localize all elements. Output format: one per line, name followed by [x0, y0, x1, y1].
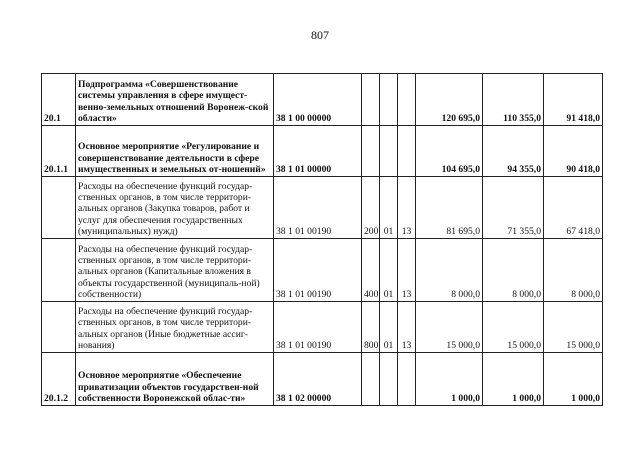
row-section: 01 — [380, 177, 398, 239]
row-section — [380, 353, 398, 406]
table-row — [42, 302, 603, 353]
row-expense-type: 800 — [362, 302, 380, 353]
row-target-article: 38 1 02 00000 — [274, 353, 362, 406]
row-target-article: 38 1 01 00190 — [274, 302, 362, 353]
row-name: Подпрограмма «Совершенствование системы управления в сфере имущест-венно-земельных отношений Воронеж-ской области» — [76, 74, 274, 126]
table-row — [42, 74, 603, 126]
row-code — [42, 239, 76, 302]
row-expense-type: 200 — [362, 177, 380, 239]
row-amount-year1: 1 000,0 — [416, 353, 483, 406]
row-name: Основное мероприятие «Регулирование и совершенствование деятельности в сфере имущественных и земельных от-ношений» — [76, 126, 274, 177]
row-amount-year3: 90 418,0 — [544, 126, 603, 177]
row-amount-year1: 8 000,0 — [416, 239, 483, 302]
row-code — [42, 302, 76, 353]
row-target-article: 38 1 00 00000 — [274, 74, 362, 126]
table-row — [42, 126, 603, 177]
row-name: Основное мероприятие «Обеспечение приватизации объектов государствен-ной собственности Воронежской облас-ти» — [76, 353, 274, 406]
row-amount-year2: 15 000,0 — [483, 302, 544, 353]
row-section — [380, 126, 398, 177]
row-code: 20.1.1 — [42, 126, 76, 177]
page-number: 807 — [311, 28, 329, 42]
row-subsection — [398, 353, 416, 406]
budget-table — [41, 73, 603, 406]
row-name: Расходы на обеспечение функций государ-ственных органов, в том числе территори-альных органов (Капитальные вложения в объекты государственной (муниципаль-ной) собственности) — [76, 239, 274, 302]
table-row — [42, 177, 603, 239]
row-subsection — [398, 74, 416, 126]
row-amount-year2: 8 000,0 — [483, 239, 544, 302]
row-name: Расходы на обеспечение функций государ-ственных органов, в том числе территори-альных органов (Иные бюджетные ассиг-нования) — [76, 302, 274, 353]
row-amount-year3: 67 418,0 — [544, 177, 603, 239]
table-row — [42, 353, 603, 406]
row-section: 01 — [380, 239, 398, 302]
row-expense-type: 400 — [362, 239, 380, 302]
row-target-article: 38 1 01 00000 — [274, 126, 362, 177]
row-target-article: 38 1 01 00190 — [274, 177, 362, 239]
row-code — [42, 177, 76, 239]
row-amount-year1: 120 695,0 — [416, 74, 483, 126]
row-amount-year2: 110 355,0 — [483, 74, 544, 126]
row-expense-type — [362, 353, 380, 406]
row-amount-year3: 91 418,0 — [544, 74, 603, 126]
row-expense-type — [362, 126, 380, 177]
row-subsection: 13 — [398, 239, 416, 302]
row-subsection: 13 — [398, 177, 416, 239]
row-amount-year1: 81 695,0 — [416, 177, 483, 239]
row-amount-year3: 8 000,0 — [544, 239, 603, 302]
row-name: Расходы на обеспечение функций государ-ственных органов, в том числе территори-альных органов (Закупка товаров, работ и услуг для обеспечения государственных (муниципальных) нужд) — [76, 177, 274, 239]
row-amount-year2: 71 355,0 — [483, 177, 544, 239]
row-target-article: 38 1 01 00190 — [274, 239, 362, 302]
row-code: 20.1.2 — [42, 353, 76, 406]
row-amount-year3: 15 000,0 — [544, 302, 603, 353]
row-expense-type — [362, 74, 380, 126]
row-subsection: 13 — [398, 302, 416, 353]
row-section: 01 — [380, 302, 398, 353]
row-amount-year1: 15 000,0 — [416, 302, 483, 353]
row-section — [380, 74, 398, 126]
table-row — [42, 239, 603, 302]
row-code: 20.1 — [42, 74, 76, 126]
row-subsection — [398, 126, 416, 177]
row-amount-year1: 104 695,0 — [416, 126, 483, 177]
row-amount-year2: 94 355,0 — [483, 126, 544, 177]
row-amount-year2: 1 000,0 — [483, 353, 544, 406]
row-amount-year3: 1 000,0 — [544, 353, 603, 406]
